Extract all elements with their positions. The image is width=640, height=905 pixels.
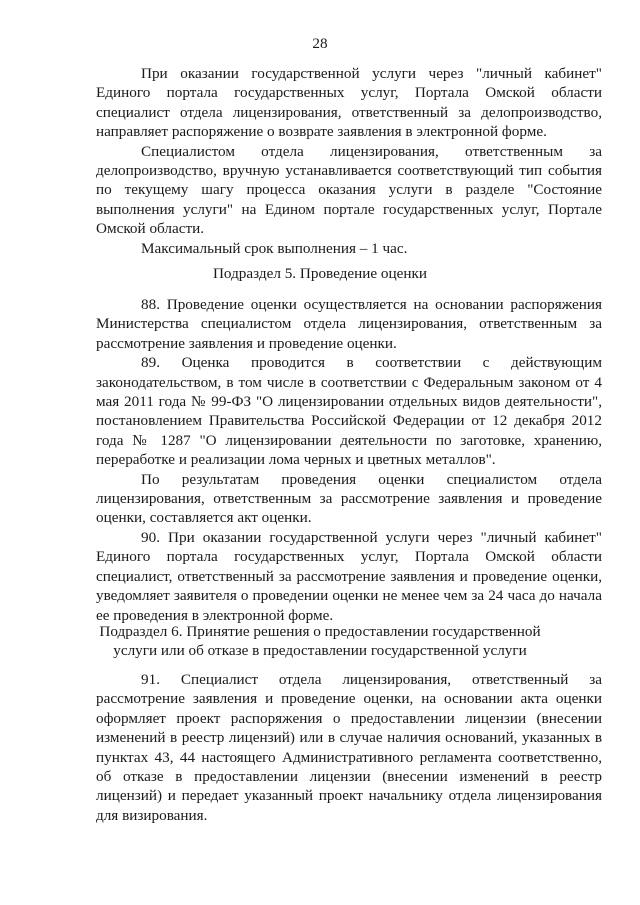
paragraph-89-result: По результатам проведения оценки специалистом отдела лицензирования, ответственным за рассмотрение заявления и проведение оценки, составляется акт оценки.: [96, 470, 602, 527]
subsection-5-heading: [0, 264, 640, 283]
subsection-5-body: [96, 295, 602, 625]
paragraph-88: 88. Проведение оценки осуществляется на основании распоряжения Министерства специалистом отдела лицензирования, ответственным за рассмотрение заявления и проведение оценки.: [96, 296, 602, 352]
heading-line-2: услуги или об отказе в предоставлении государственной услуги: [113, 642, 527, 660]
heading-text: Подраздел 5. Проведение оценки: [212, 265, 428, 282]
section-4-tail: [96, 64, 602, 258]
paragraph-90: 90. При оказании государственной услуги через "личный кабинет" Единого портала государственных услуг, Портала Омской области специалист, ответственный за рассмотрение заявления и проведение оценки, уведомляет заявителя о проведении оценки не менее чем за 24 часа до начала ее проведения в электронной форме.: [96, 528, 602, 624]
paragraph-91: 91. Специалист отдела лицензирования, ответственный за рассмотрение заявления и проведение оценки, на основании акта оценки оформляет проект распоряжения о предоставлении лицензии (внесении изменений в реестр лицензий) или в случае наличия оснований, указанных в пунктах 43, 44 настоящего Административного регламента соответственно, об отказе в предоставлении лицензии (внесении изменений в реестр лицензий) и передает указанный проект начальнику отдела лицензирования для визирования.: [96, 671, 602, 824]
subsection-6-heading: [0, 622, 640, 661]
paragraph-return-notice: При оказании государственной услуги через "личный кабинет" Единого портала государственных услуг, Портала Омской области специалист отдела лицензирования, ответственный за делопроизводство, направляет распоряжение о возврате заявления в электронной форме.: [96, 65, 602, 141]
paragraph-89: 89. Оценка проводится в соответствии с действующим законодательством, в том числе в соответствии с Федеральным законом от 4 мая 2011 года № 99-ФЗ "О лицензировании отдельных видов деятельности", постановлением Правительства Российской Федерации от 12 декабря 2012 года № 1287 "О лицензировании деятельности по заготовке, хранению, переработке и реализации лома черных и цветных металлов".: [96, 354, 602, 469]
subsection-6-body: [96, 670, 602, 825]
paragraph-max-duration: Максимальный срок выполнения – 1 час.: [141, 239, 408, 257]
paragraph-status-update: Специалистом отдела лицензирования, ответственным за делопроизводство, вручную устанавливается соответствующий тип события по текущему шагу процесса оказания услуги в разделе "Состояние выполнения услуги" на Едином портале государственных услуг, Портале Омской области.: [96, 142, 602, 238]
heading-line-1: Подраздел 6. Принятие решения о предоставлении государственной: [99, 623, 541, 640]
page-number: 28: [312, 35, 328, 52]
